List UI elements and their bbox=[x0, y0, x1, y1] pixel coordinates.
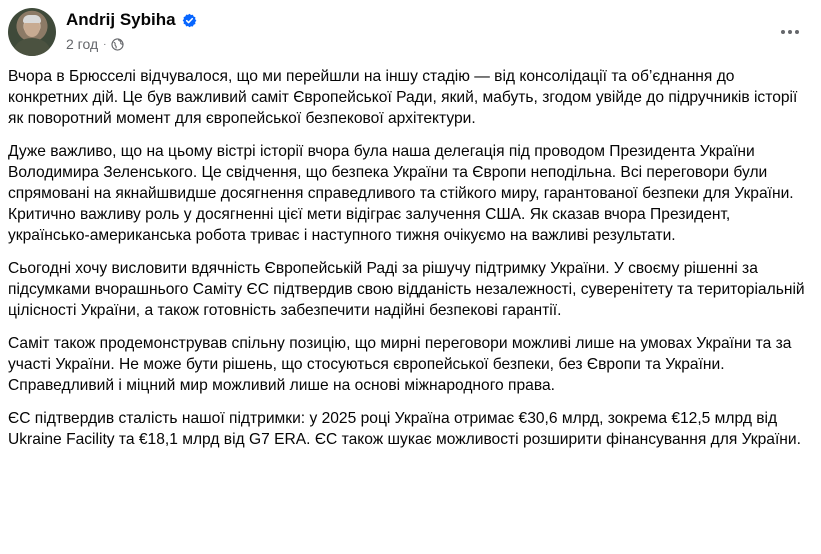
post-body bbox=[8, 66, 814, 462]
post-paragraph-5: ЄС підтвердив сталість нашої підтримки: у 2025 році Україна отримає €30,6 млрд, зокрема €12,5 млрд від Ukraine Facility та €18,1 млрд від G7 ERA. ЄС також шукає можливості розширити фінансування для України. bbox=[8, 410, 801, 448]
globe-icon[interactable] bbox=[111, 38, 124, 51]
post-header bbox=[8, 8, 808, 56]
avatar-hair bbox=[23, 15, 41, 23]
post-paragraph-1: Вчора в Брюсселі відчувалося, що ми перейшли на іншу стадію — від консолідації та об’єднання до конкретних дій. Це був важливий саміт Європейської Ради, який, мабуть, згодом увійде до підручників історії як поворотний момент для європейської безпекової архітектури. bbox=[8, 68, 798, 127]
post-paragraph-4: Саміт також продемонстрував спільну позицію, що мирні переговори можливі лише на умовах України та за участі України. Не може бути рішень, що стосуються європейської безпеки, без Європи та України. Справедливий і міцний мир можливий лише на основі міжнародного права. bbox=[8, 335, 792, 394]
author-avatar[interactable] bbox=[8, 8, 56, 56]
more-horizontal-icon bbox=[781, 30, 799, 34]
post-meta bbox=[66, 36, 124, 52]
post-paragraph-2: Дуже важливо, що на цьому вістрі історії вчора була наша делегація під проводом Президента України Володимира Зеленського. Це свідчення, що безпека України та Європи неподільна. Всі переговори були спрямовані на якнайшвидше досягнення справедливого та стійкого миру, гарантованої безпеки для України. Критично важливу роль у досягненні цієї мети відіграє залучення США. Як сказав вчора Президент, українсько-американська робота триває і наступного тижня очікуємо на важливі результати. bbox=[8, 143, 794, 244]
meta-separator: · bbox=[103, 38, 107, 50]
post-paragraph-3: Сьогодні хочу висловити вдячність Європейській Раді за рішучу підтримку України. У своєму рішенні за підсумками вчорашнього Саміту ЄС підтвердив свою відданість незалежності, суверенітету та територіальній цілісності України, а також готовність забезпечити надійні безпекові гарантії. bbox=[8, 260, 805, 319]
avatar-shoulders bbox=[14, 38, 50, 56]
verified-badge-icon bbox=[182, 13, 197, 28]
more-options-button[interactable] bbox=[772, 14, 808, 50]
author-name[interactable]: Andrij Sybiha bbox=[66, 10, 176, 29]
author-line bbox=[66, 10, 197, 30]
post-time[interactable]: 2 год bbox=[66, 36, 99, 52]
